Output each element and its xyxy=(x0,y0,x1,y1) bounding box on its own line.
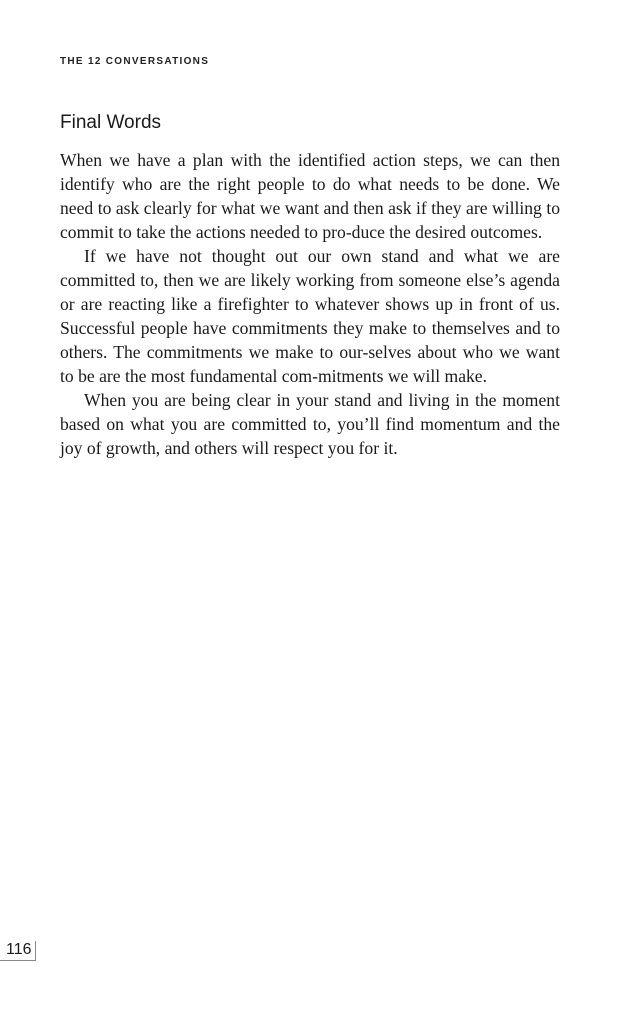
page-number: 116 xyxy=(6,941,32,958)
page-number-box xyxy=(0,941,36,961)
section-title: Final Words xyxy=(60,112,162,133)
paragraph-2: If we have not thought out our own stand and what we are committed to, then we are likely working from someone else’s agenda or are reacting like a firefighter to whatever shows up in front of us. Successful people have commitments they make to themselves and to others. The commitments we make to our-selves about who we want to be are the most fundamental com-mitments we will make. xyxy=(60,246,560,386)
paragraph-1: When we have a plan with the identified action steps, we can then identify who are the right people to do what needs to be done. We need to ask clearly for what we want and then ask if they are willing to commit to take the actions needed to pro-duce the desired outcomes. xyxy=(60,150,560,242)
paragraph-3: When you are being clear in your stand and living in the moment based on what you are committed to, you’ll find momentum and the joy of growth, and others will respect you for it. xyxy=(60,390,560,458)
body-text xyxy=(60,148,560,460)
running-head: THE 12 CONVERSATIONS xyxy=(60,56,210,67)
